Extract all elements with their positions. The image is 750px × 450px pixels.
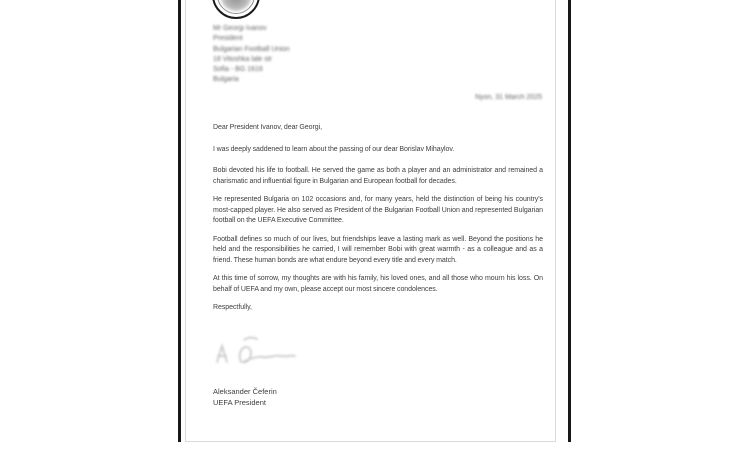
right-frame-bar: [568, 0, 571, 442]
salutation: Dear President Ivanov, dear Georgi,: [213, 124, 322, 131]
signer-title: UEFA President: [213, 397, 266, 407]
recipient-line: Bulgarian Football Union: [213, 45, 290, 53]
paragraph: I was deeply saddened to learn about the passing of our dear Borislav Mihaylov.: [213, 145, 455, 153]
recipient-address-block: [213, 24, 290, 86]
recipient-line: Mr Georgi Ivanov: [213, 25, 267, 32]
signer-block: [213, 387, 277, 408]
letter-page: [185, 0, 556, 442]
paragraph: Bobi devoted his life to football. He served the game as both a player and an administrator and remained a charismatic and influential figure in Bulgarian and European football for decades.: [213, 167, 543, 185]
signature-scribble: [211, 326, 321, 378]
left-frame-bar: [178, 0, 181, 442]
paragraph: At this time of sorrow, my thoughts are with his family, his loved ones, and all those who mourn his loss. On behalf of UEFA and my own, please accept our most sincere condolences.: [213, 275, 543, 293]
recipient-line: President: [213, 35, 243, 43]
uefa-crest-logo: [212, 0, 260, 19]
signer-name: Aleksander Čeferin: [213, 387, 277, 396]
recipient-line: Sofia - BG 1616: [213, 66, 263, 74]
paragraph: Football defines so much of our lives, but friendships leave a lasting mark as well. Beyond the positions he held and the responsibilities he carried, I will remember Bobi with great warmth - as a colleague and as a friend. These human bonds are what endure beyond every title and every match.: [213, 235, 543, 264]
closing-line: Respectfully,: [213, 304, 252, 311]
dateline: Nyon, 31 March 2025: [475, 94, 542, 101]
recipient-line: Bulgaria: [213, 76, 239, 84]
recipient-line: 18 Vitoshka lale str: [213, 55, 273, 63]
letter-body: [213, 123, 543, 314]
signature-svg: [211, 326, 321, 378]
paragraph: He represented Bulgaria on 102 occasions and, for many years, held the distinction of being his country's most-capped player. He also served as President of the Bulgarian Football Union and represented Bulgarian football on the UEFA Executive Committee.: [213, 196, 543, 224]
